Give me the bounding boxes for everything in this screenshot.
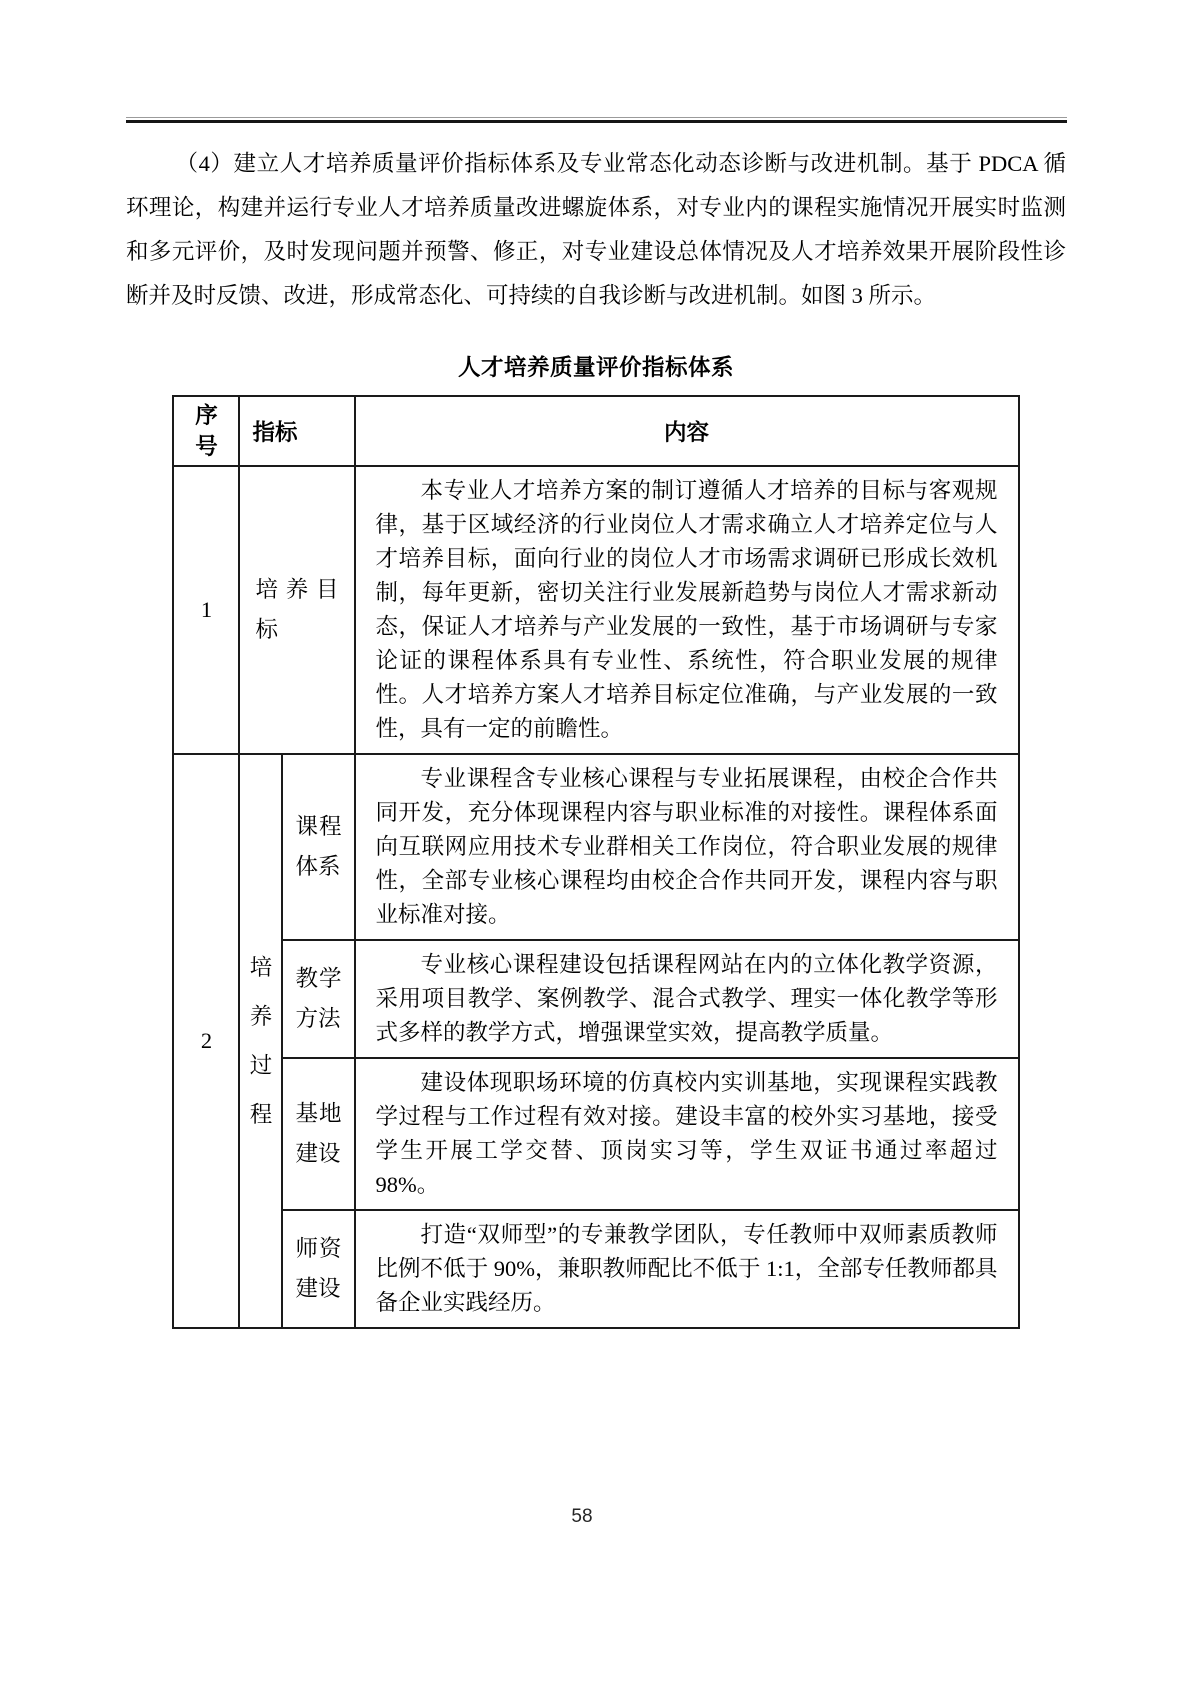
content-cell xyxy=(355,1210,1019,1328)
content-text: 专业课程含专业核心课程与专业拓展课程，由校企合作共同开发，充分体现课程内容与职业标准的对接性。课程体系面向互联网应用技术专业群相关工作岗位，符合职业发展的规律性，全部专业核心课程均由校企合作共同开发，课程内容与职业标准对接。 xyxy=(375,766,998,927)
content-cell xyxy=(355,1058,1019,1210)
sub-indicator-cell: 教学方法 xyxy=(282,940,354,1058)
table-row xyxy=(173,940,1018,1058)
content-cell xyxy=(355,940,1019,1058)
header-index: 序号 xyxy=(173,396,239,466)
sub-indicator-cell: 师资建设 xyxy=(282,1210,354,1328)
table-row xyxy=(173,754,1018,940)
page-header-rule xyxy=(126,117,1067,123)
index-cell: 1 xyxy=(173,466,239,754)
content-text: 专业核心课程建设包括课程网站在内的立体化教学资源，采用项目教学、案例教学、混合式教学、理实一体化教学等形式多样的教学方式，增强课堂实效，提高教学质量。 xyxy=(375,952,998,1045)
table-row xyxy=(173,1210,1018,1328)
rule-line-thin xyxy=(126,117,1067,118)
sub-indicator-cell: 课程体系 xyxy=(282,754,354,940)
sub-indicator-cell: 基地建设 xyxy=(282,1058,354,1210)
document-body xyxy=(126,136,1066,1329)
content-text: 打造“双师型”的专兼教学团队，专任教师中双师素质教师比例不低于 90%，兼职教师配比不低于 1:1，全部专任教师都具备企业实践经历。 xyxy=(375,1222,998,1315)
indicator-cell-process: 培养过程 xyxy=(239,754,282,1328)
evaluation-table xyxy=(172,395,1019,1329)
content-cell xyxy=(355,466,1019,754)
rule-line-thick xyxy=(126,120,1067,123)
indicator-cell: 培养目标 xyxy=(239,466,354,754)
header-content: 内容 xyxy=(355,396,1019,466)
content-cell xyxy=(355,754,1019,940)
table-row xyxy=(173,466,1018,754)
content-text: 本专业人才培养方案的制订遵循人才培养的目标与客观规律，基于区域经济的行业岗位人才需求确立人才培养定位与人才培养目标，面向行业的岗位人才市场需求调研已形成长效机制，每年更新，密切关注行业发展新趋势与岗位人才需求新动态，保证人才培养与产业发展的一致性，基于市场调研与专家论证的课程体系具有专业性、系统性，符合职业发展的规律性。人才培养方案人才培养目标定位准确，与产业发展的一致性，具有一定的前瞻性。 xyxy=(375,478,998,741)
table-row xyxy=(173,1058,1018,1210)
index-cell: 2 xyxy=(173,754,239,1328)
page-number: 58 xyxy=(571,1506,593,1527)
table-title: 人才培养质量评价指标体系 xyxy=(457,355,734,380)
header-indicator: 指标 xyxy=(239,396,354,466)
table-header-row xyxy=(173,396,1018,466)
intro-paragraph: （4）建立人才培养质量评价指标体系及专业常态化动态诊断与改进机制。基于 PDCA 循环理论，构建并运行专业人才培养质量改进螺旋体系，对专业内的课程实施情况开展实时监测和多元评价，及时发现问题并预警、修正，对专业建设总体情况及人才培养效果开展阶段性诊断并及时反馈、改进，形成常态化、可持续的自我诊断与改进机制。如图 3 所示。 xyxy=(126,151,1066,308)
content-text: 建设体现职场环境的仿真校内实训基地，实现课程实践教学过程与工作过程有效对接。建设丰富的校外实习基地，接受学生开展工学交替、顶岗实习等，学生双证书通过率超过 98%。 xyxy=(375,1070,998,1197)
